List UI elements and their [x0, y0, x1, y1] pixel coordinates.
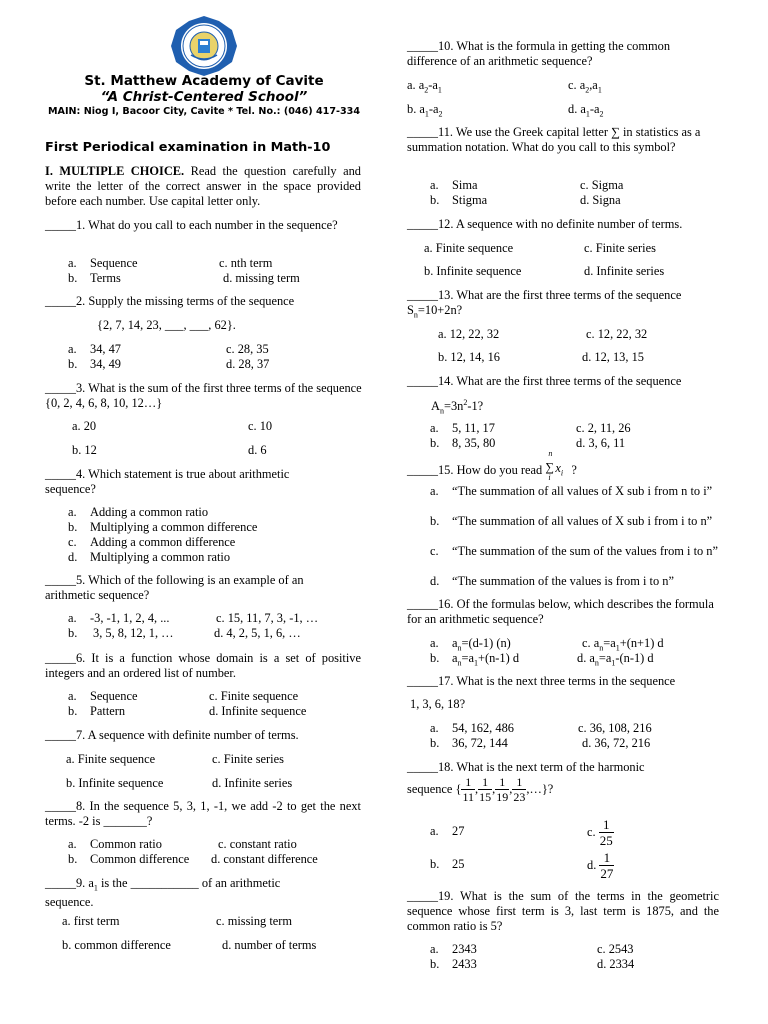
question-12: _____12. A sequence with no definite number of terms. — [407, 217, 683, 231]
q15-sum-notation: n ∑ i $x_i$ — [545, 449, 564, 482]
q8-choice-b: b. Common difference — [68, 852, 190, 866]
q16-choice-a: a. $a_n=(d-1)$ (n) — [430, 636, 511, 653]
q18-choice-d: d. $\frac{1}{27}$ — [587, 850, 614, 881]
q9-choice-a: a. first term — [62, 914, 120, 928]
school-logo — [169, 15, 239, 77]
q6-choice-c: c. Finite sequence — [209, 689, 299, 703]
q5-choice-d: d. 4, 2, 5, 1, 6, … — [214, 626, 301, 640]
q6-choice-d: d. Infinite sequence — [209, 704, 307, 718]
q17-choice-a: a. 54, 162, 486 — [430, 721, 514, 735]
question-7: _____7. A sequence with definite number of terms. — [45, 728, 299, 742]
q6-choice-a: a. Sequence — [68, 689, 138, 703]
q14-choice-a: a. 5, 11, 17 — [430, 421, 495, 435]
question-8: _____8. In the sequence 5, 3, 1, -1, we add -2 to get the next terms. -2 is _______? — [45, 799, 361, 828]
q3-choice-b: b. 12 — [72, 443, 97, 457]
question-2: _____2. Supply the missing terms of the sequence — [45, 294, 295, 308]
instructions — [45, 164, 361, 209]
q11-choice-b: b. Stigma — [430, 193, 488, 207]
q2-choice-a: a. 34, 47 — [68, 342, 121, 356]
q4-choice-c: c. Adding a common difference — [68, 535, 236, 549]
q19-choice-c: c. 2543 — [597, 942, 634, 956]
q14-choice-d: d. 3, 6, 11 — [576, 436, 626, 450]
q8-choice-a: a. Common ratio — [68, 837, 162, 851]
q16-choice-c: c. $a_n=a_1+(n+1)$ d — [582, 636, 664, 653]
q18-choice-b: b. 25 — [430, 857, 465, 871]
question-11: _____11. We use the Greek capital letter ∑ in statistics as a summation notation. What do you call to this symbol? — [407, 125, 701, 154]
question-4: _____4. Which statement is true about arithmetic sequence? — [45, 467, 290, 496]
question-16: _____16. Of the formulas below, which describes the formula for an arithmetic sequence? — [407, 597, 714, 626]
q17-choice-c: c. 36, 108, 216 — [578, 721, 652, 735]
q15-choice-c: c. “The summation of the sum of the values from i to n” — [430, 544, 718, 558]
q13-choice-a: a. 12, 22, 32 — [438, 327, 500, 341]
q14-formula: $A_n=3n^2-1$? — [431, 398, 484, 416]
q5-choice-c: c. 15, 11, 7, 3, -1, … — [216, 611, 319, 625]
q9-choice-b: b. common difference — [62, 938, 171, 952]
question-5: _____5. Which of the following is an example of an arithmetic sequence? — [45, 573, 304, 602]
q19-choice-b: b. 2433 — [430, 957, 477, 971]
instructions-lead: I. MULTIPLE CHOICE. — [45, 164, 185, 178]
q13-formula: $S_n=10+2n$? — [407, 303, 463, 320]
q11-choice-a: a. Sima — [430, 178, 478, 192]
q17-choice-d: d. 36, 72, 216 — [582, 736, 651, 750]
q5-choice-a: a. -3, -1, 1, 2, 4, ... — [68, 611, 170, 625]
q13-choice-d: d. 12, 13, 15 — [582, 350, 644, 364]
q7-choice-c: c. Finite series — [212, 752, 284, 766]
q4-choice-a: a. Adding a common ratio — [68, 505, 209, 519]
question-14: _____14. What are the first three terms of the sequence — [407, 374, 682, 388]
q19-choice-a: a. 2343 — [430, 942, 477, 956]
q2-choice-d: d. 28, 37 — [226, 357, 270, 371]
question-3: _____3. What is the sum of the first three terms of the sequence {0, 2, 4, 6, 8, 10, 12…} — [45, 381, 362, 410]
q4-choice-b: b. Multiplying a common difference — [68, 520, 258, 534]
school-address: MAIN: Niog I, Bacoor City, Cavite * Tel. No.: (046) 417-334 — [47, 106, 361, 117]
q17-sequence: 1, 3, 6, 18? — [410, 697, 466, 711]
exam-title: First Periodical examination in Math-10 — [45, 140, 331, 155]
q10-choice-c: c. $a_2,a_1$ — [568, 78, 602, 95]
question-9: _____9. $a_1$ is the ___________ of an arithmetic sequence. — [45, 876, 281, 910]
q15-choice-a: a. “The summation of all values of X sub i from n to i” — [430, 484, 713, 498]
q1-choice-d: d. missing term — [223, 271, 300, 285]
question-10: _____10. What is the formula in getting the common difference of an arithmetic sequence? — [407, 39, 671, 68]
q3-choice-a: a. 20 — [72, 419, 97, 433]
q2-choice-c: c. 28, 35 — [226, 342, 269, 356]
q18-choice-a: a. 27 — [430, 824, 465, 838]
q3-choice-c: c. 10 — [248, 419, 273, 433]
q15-choice-b: b. “The summation of all values of X sub i from i to n” — [430, 514, 713, 528]
question-1: _____1. What do you call to each number in the sequence? — [45, 218, 338, 232]
q5-choice-b: b. 3, 5, 8, 12, 1, … — [68, 626, 174, 640]
q2-sequence: {2, 7, 14, 23, ___, ___, 62}. — [97, 318, 236, 332]
q7-choice-a: a. Finite sequence — [66, 752, 156, 766]
q15-choice-d: d. “The summation of the values is from i to n” — [430, 574, 674, 588]
instructions-text: Read the question carefully and write the letter of the correct answer in the space provided before each number. Use capital letter only. — [45, 164, 361, 208]
q10-choice-b: b. $a_1-a_2$ — [407, 102, 443, 119]
question-15: _____15. How do you read n ∑ i $x_i$ ? — [407, 449, 577, 482]
q12-choice-b: b. Infinite sequence — [424, 264, 522, 278]
question-6: _____6. It is a function whose domain is a set of positive integers and an ordered list of number. — [45, 651, 361, 680]
q18-sequence: sequence { $\frac{1}{11}$ , $\frac{1}{15}$ , $\frac{1}{19}$ , $\frac{1}{23}$ ,…}? — [407, 775, 554, 804]
q13-choice-c: c. 12, 22, 32 — [586, 327, 648, 341]
school-motto: “A Christ-Centered School” — [100, 89, 308, 105]
q1-choice-a: a. Sequence — [68, 256, 138, 270]
q12-choice-a: a. Finite sequence — [424, 241, 514, 255]
question-17: _____17. What is the next three terms in the sequence — [407, 674, 676, 688]
q12-choice-d: d. Infinite series — [584, 264, 665, 278]
school-name: St. Matthew Academy of Cavite — [84, 73, 324, 89]
q16-choice-d: d. $a_n=a_1-(n-1)$ d — [577, 651, 654, 668]
question-13: _____13. What are the first three terms of the sequence — [407, 288, 682, 302]
q1-choice-c: c. nth term — [219, 256, 273, 270]
q17-choice-b: b. 36, 72, 144 — [430, 736, 508, 750]
q8-choice-c: c. constant ratio — [218, 837, 297, 851]
q13-choice-b: b. 12, 14, 16 — [438, 350, 500, 364]
q3-choice-d: d. 6 — [248, 443, 267, 457]
q16-choice-b: b. $a_n=a_1+(n-1)$ d — [430, 651, 520, 668]
q7-choice-b: b. Infinite sequence — [66, 776, 164, 790]
q19-choice-d: d. 2334 — [597, 957, 635, 971]
q1-choice-b: b. Terms — [68, 271, 121, 285]
q7-choice-d: d. Infinite series — [212, 776, 293, 790]
q6-choice-b: b. Pattern — [68, 704, 126, 718]
q9-choice-d: d. number of terms — [222, 938, 317, 952]
q9-choice-c: c. missing term — [216, 914, 293, 928]
question-19: _____19. What is the sum of the terms in the geometric sequence whose first term is 3, last term is 1875, and the common ratio is 5? — [407, 889, 719, 933]
q10-choice-a: a. $a_2-a_1$ — [407, 78, 442, 95]
q12-choice-c: c. Finite series — [584, 241, 656, 255]
q14-choice-b: b. 8, 35, 80 — [430, 436, 496, 450]
q18-choice-c: c. $\frac{1}{25}$ — [587, 817, 613, 848]
q11-choice-d: d. Signa — [580, 193, 621, 207]
q10-choice-d: d. $a_1-a_2$ — [568, 102, 604, 119]
q11-choice-c: c. Sigma — [580, 178, 624, 192]
question-18: _____18. What is the next term of the harmonic — [407, 760, 645, 774]
q2-choice-b: b. 34, 49 — [68, 357, 121, 371]
q14-choice-c: c. 2, 11, 26 — [576, 421, 631, 435]
q8-choice-d: d. constant difference — [211, 852, 318, 866]
q4-choice-d: d. Multiplying a common ratio — [68, 550, 231, 564]
